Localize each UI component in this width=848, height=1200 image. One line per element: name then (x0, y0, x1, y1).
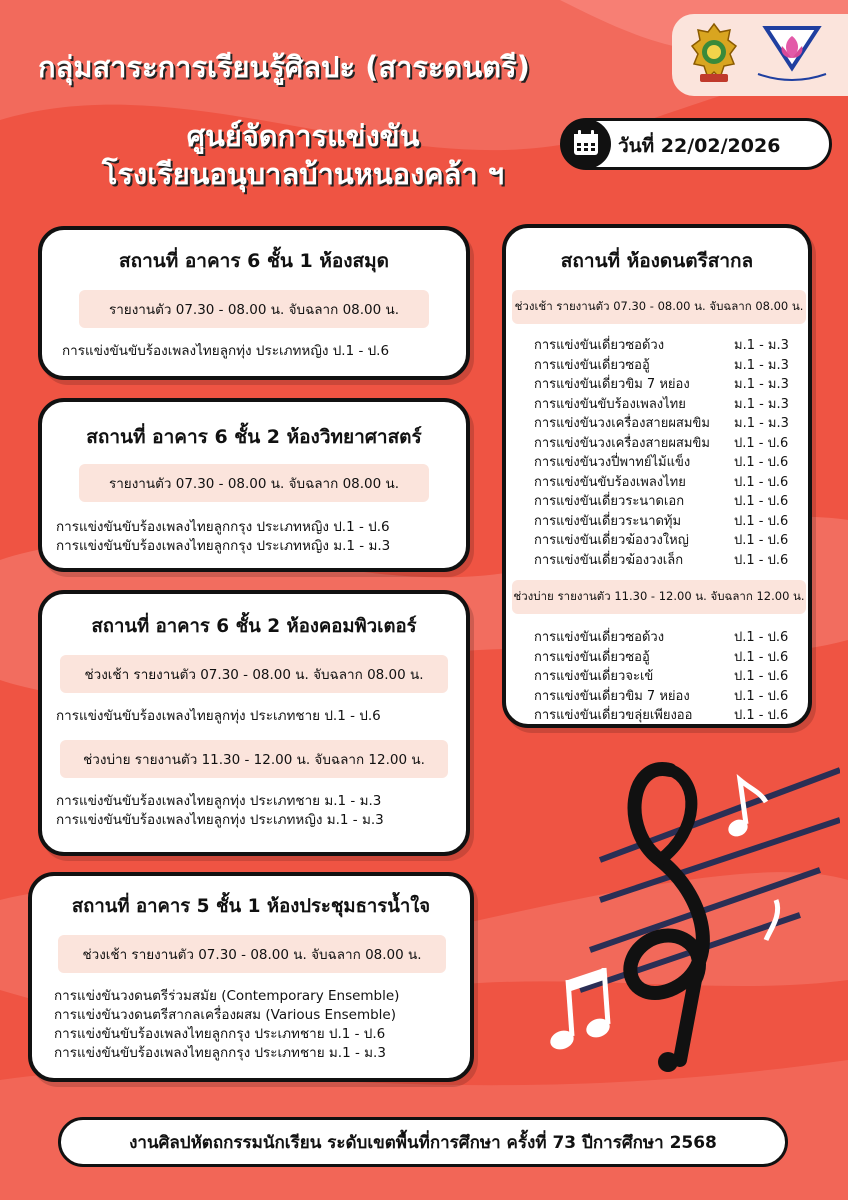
venue-title: สถานที่ อาคาร 6 ชั้น 1 ห้องสมุด (118, 250, 390, 272)
competition-name: การแข่งขันเดี่ยวฆ้องวงเล็ก (534, 552, 684, 568)
competition-row (534, 434, 808, 454)
competition-row (534, 531, 808, 551)
competition-item: การแข่งขันขับร้องเพลงไทยลูกทุ่ง ประเภทชาย ม.1 - ม.3 (56, 793, 382, 809)
competition-name: การแข่งขันเดี่ยวซออู้ (534, 357, 650, 373)
report-time: รายงานตัว 07.30 - 08.00 น. จับฉลาก 08.00 น. (79, 290, 429, 328)
grade-level: ป.1 - ป.6 (734, 455, 789, 470)
competition-row (534, 395, 808, 415)
competition-name: การแข่งขันขับร้องเพลงไทย (534, 474, 686, 490)
beamed-notes-icon (548, 968, 613, 1053)
competition-name: การแข่งขันวงปี่พาทย์ไม้แข็ง (534, 455, 691, 470)
grade-level: ป.1 - ป.6 (734, 630, 789, 645)
competition-name: การแข่งขันเดี่ยวขิม 7 หย่อง (534, 688, 690, 704)
competition-item: การแข่งขันวงดนตรีสากลเครื่องผสม (Various Ensemble) (54, 1007, 397, 1023)
competition-item: การแข่งขันขับร้องเพลงไทยลูกกรุง ประเภทชาย ม.1 - ม.3 (54, 1045, 386, 1061)
competition-row (534, 648, 808, 668)
school-lotus-logo (752, 22, 832, 86)
venue-card-library (38, 226, 470, 380)
competition-name: การแข่งขันวงเครื่องสายผสมขิม (534, 416, 710, 431)
competition-item: การแข่งขันขับร้องเพลงไทยลูกกรุง ประเภทหญิง ป.1 - ป.6 (56, 519, 390, 535)
venue-title: สถานที่ ห้องดนตรีสากล (560, 250, 754, 272)
competition-name: การแข่งขันวงเครื่องสายผสมขิม (534, 435, 710, 451)
grade-level: ม.1 - ม.3 (734, 357, 789, 373)
competition-item: การแข่งขันขับร้องเพลงไทยลูกกรุง ประเภทชาย ป.1 - ป.6 (54, 1026, 386, 1042)
competition-list (56, 792, 466, 830)
competition-row (534, 551, 808, 571)
competition-row (534, 667, 808, 687)
competition-name: การแข่งขันเดี่ยวระนาดทุ้ม (534, 513, 682, 529)
venue-title: สถานที่ อาคาร 5 ชั้น 1 ห้องประชุมธารน้ำใจ (71, 896, 431, 917)
competition-list-afternoon (534, 628, 808, 726)
competition-name: การแข่งขันเดี่ยวขิม 7 หย่อง (534, 377, 690, 392)
competition-name: การแข่งขันเดี่ยวขลุ่ยเพียงออ (534, 708, 693, 723)
competition-row (534, 356, 808, 376)
footer-banner: งานศิลปหัตถกรรมนักเรียน ระดับเขตพื้นที่การศึกษา ครั้งที่ 73 ปีการศึกษา 2568 (58, 1117, 788, 1167)
report-time-morning: ช่วงเช้า รายงานตัว 07.30 - 08.00 น. จับฉลาก 08.00 น. (60, 655, 448, 693)
grade-level: ป.1 - ป.6 (734, 494, 789, 509)
competition-name: การแข่งขันเดี่ยวระนาดเอก (534, 494, 685, 509)
competition-item: การแข่งขันขับร้องเพลงไทยลูกกรุง ประเภทหญิง ม.1 - ม.3 (56, 538, 391, 554)
subtitle-line-2: โรงเรียนอนุบาลบ้านหนองคล้า ฯ (101, 156, 505, 191)
grade-level: ป.1 - ป.6 (734, 708, 789, 723)
grade-level: ป.1 - ป.6 (734, 552, 789, 568)
venue-title: สถานที่ อาคาร 6 ชั้น 2 ห้องวิทยาศาสตร์ (86, 426, 422, 448)
grade-level: ม.1 - ม.3 (734, 338, 789, 353)
competition-name: การแข่งขันเดี่ยวซออู้ (534, 649, 650, 665)
venue-title: สถานที่ อาคาร 6 ชั้น 2 ห้องคอมพิวเตอร์ (91, 616, 417, 637)
venue-card-meeting-room (28, 872, 474, 1082)
grade-level: ม.1 - ม.3 (734, 377, 789, 392)
competition-item: การแข่งขันวงดนตรีร่วมสมัย (Contemporary Ensemble) (54, 988, 400, 1004)
competition-row (534, 706, 808, 726)
school-crest-logo (690, 22, 738, 86)
grade-level: ป.1 - ป.6 (734, 533, 789, 548)
grade-level: ป.1 - ป.6 (734, 688, 789, 704)
competition-row (534, 492, 808, 512)
grade-level: ป.1 - ป.6 (734, 435, 789, 451)
competition-list (54, 987, 470, 1063)
competition-name: การแข่งขันเดี่ยวจะเข้ (534, 669, 654, 684)
competition-row (534, 336, 808, 356)
grade-level: ม.1 - ม.3 (734, 396, 789, 412)
report-time-morning: ช่วงเช้า รายงานตัว 07.30 - 08.00 น. จับฉลาก 08.00 น. (512, 290, 806, 324)
competition-name: การแข่งขันขับร้องเพลงไทย (534, 396, 686, 412)
competition-row (534, 414, 808, 434)
report-time-afternoon: ช่วงบ่าย รายงานตัว 11.30 - 12.00 น. จับฉลาก 12.00 น. (60, 740, 448, 778)
competition-item: การแข่งขันขับร้องเพลงไทยลูกทุ่ง ประเภทหญิง ม.1 - ม.3 (56, 812, 384, 828)
competition-row (534, 628, 808, 648)
competition-row (534, 512, 808, 532)
competition-item: การแข่งขันขับร้องเพลงไทยลูกทุ่ง ประเภทชาย ป.1 - ป.6 (56, 708, 381, 724)
page-title: กลุ่มสาระการเรียนรู้ศิลปะ (สาระดนตรี) (38, 50, 530, 84)
competition-item: การแข่งขันขับร้องเพลงไทยลูกทุ่ง ประเภทหญิง ป.1 - ป.6 (62, 343, 390, 359)
calendar-icon (561, 119, 611, 169)
eighth-note-icon (766, 900, 778, 940)
page-subtitle (38, 118, 568, 193)
grade-level: ป.1 - ป.6 (734, 513, 789, 529)
competition-name: การแข่งขันเดี่ยวซอด้วง (534, 630, 665, 645)
event-date: วันที่ 22/02/2026 (618, 135, 781, 157)
competition-row (534, 473, 808, 493)
report-time-afternoon: ช่วงบ่าย รายงานตัว 11.30 - 12.00 น. จับฉลาก 12.00 น. (512, 580, 806, 614)
music-decoration (520, 740, 840, 1080)
competition-name: การแข่งขันเดี่ยวซอด้วง (534, 338, 665, 353)
venue-card-science (38, 398, 470, 572)
grade-level: ม.1 - ม.3 (734, 416, 789, 431)
competition-list-morning (534, 336, 808, 570)
report-time: รายงานตัว 07.30 - 08.00 น. จับฉลาก 08.00 น. (79, 464, 429, 502)
competition-row (534, 375, 808, 395)
grade-level: ป.1 - ป.6 (734, 669, 789, 684)
competition-row (534, 453, 808, 473)
venue-card-computer (38, 590, 470, 856)
venue-card-music-room (502, 224, 812, 728)
competition-row (534, 687, 808, 707)
competition-name: การแข่งขันเดี่ยวฆ้องวงใหญ่ (534, 533, 689, 548)
grade-level: ป.1 - ป.6 (734, 649, 789, 665)
competition-list (56, 518, 466, 556)
subtitle-line-1: ศูนย์จัดการแข่งขัน (186, 119, 420, 153)
report-time: ช่วงเช้า รายงานตัว 07.30 - 08.00 น. จับฉลาก 08.00 น. (58, 935, 446, 973)
grade-level: ป.1 - ป.6 (734, 474, 789, 490)
